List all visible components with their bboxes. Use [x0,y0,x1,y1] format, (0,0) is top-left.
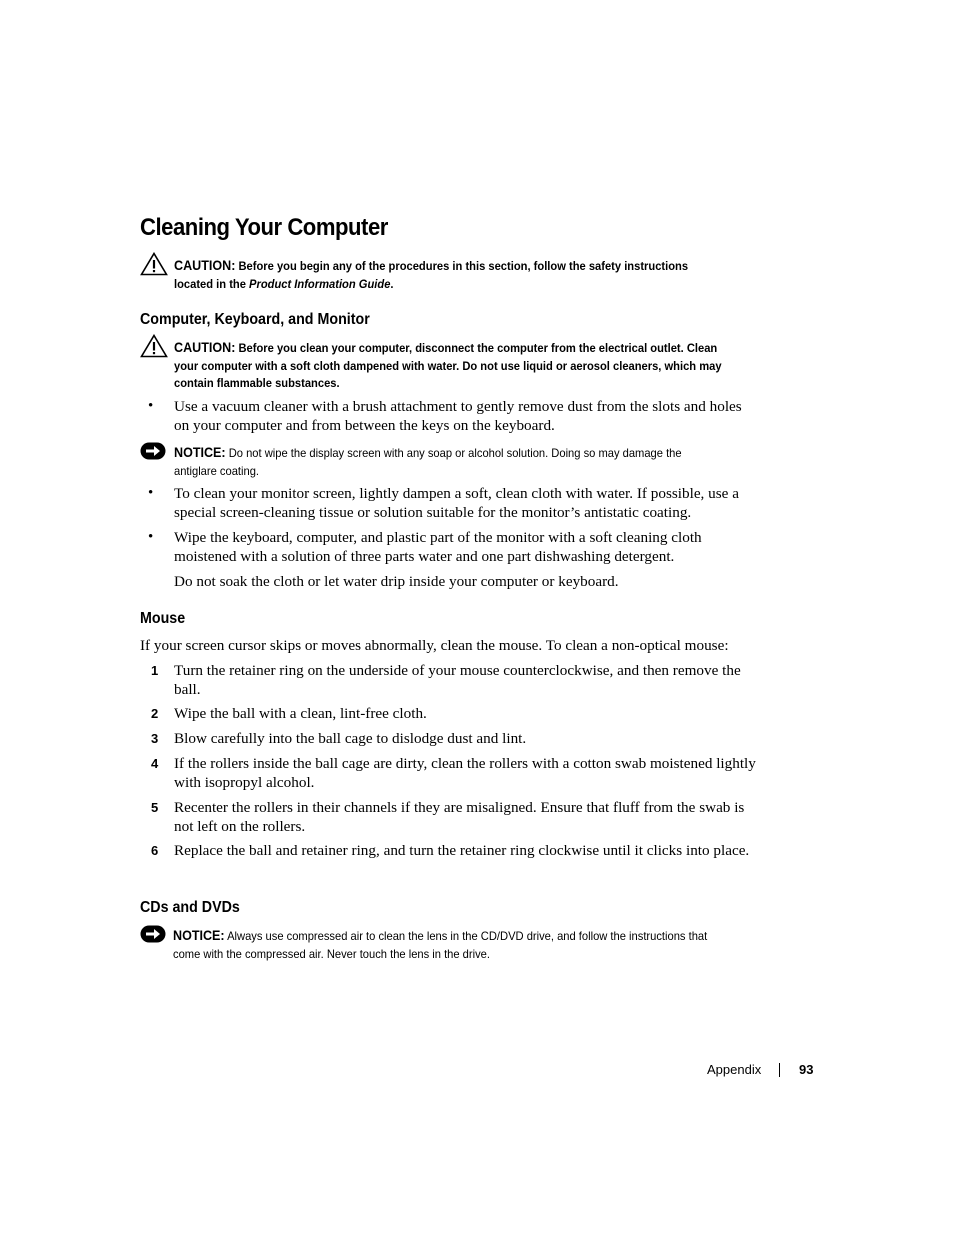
section-heading-cds-dvds: CDs and DVDs [140,899,240,916]
caution-warning-icon [140,334,168,358]
step-number: 5 [151,800,159,815]
step-number: 6 [151,843,159,858]
caution-disconnect-note [174,339,723,393]
bullet-monitor-screen: To clean your monitor screen, lightly dampen a soft, clean cloth with water. If possible, use a special screen-cleaning tissue or solution suitable for the monitor’s antistatic coating. [174,485,739,521]
caution-safety-note [174,257,723,293]
notice-text: Always use compressed air to clean the lens in the CD/DVD drive, and follow the instructions that come with the compressed air. Never touch the lens in the drive. [173,929,708,961]
step-item: Recenter the rollers in their channels if they are misaligned. Ensure that fluff from the swab is not left on the rollers. [174,799,745,835]
section-heading-mouse: Mouse [140,610,186,627]
notice-icon [140,925,166,943]
bullet-marker: • [148,485,154,501]
caution-text: Before you begin any of the procedures in this section, follow the safety instructions located in the [174,259,689,291]
step-number: 3 [151,731,159,746]
section-heading-computer-keyboard-monitor: Computer, Keyboard, and Monitor [140,311,370,328]
step-number: 1 [151,663,159,678]
step-item: Turn the retainer ring on the underside of your mouse counterclockwise, and then remove the ball. [174,662,741,698]
caution-label: CAUTION: [174,340,236,355]
bullet-marker: • [148,529,154,545]
step-item: Replace the ball and retainer ring, and turn the retainer ring clockwise until it clicks into place. [174,842,750,859]
caution-text-end: . [390,276,394,291]
step-item: Blow carefully into the ball cage to dislodge dust and lint. [174,730,527,747]
notice-text: Do not wipe the display screen with any soap or alcohol solution. Doing so may damage the antiglare coating. [174,446,682,478]
bullet-vacuum: Use a vacuum cleaner with a brush attachment to gently remove dust from the slots and holes on your computer and from between the keys on the keyboard. [174,398,742,434]
bullet-marker: • [148,398,154,414]
notice-cd-dvd [173,927,722,963]
footer-section-name: Appendix [707,1062,762,1077]
footer-separator [779,1063,780,1077]
step-number: 2 [151,706,159,721]
caution-label: CAUTION: [174,258,236,273]
bullet-follow-note: Do not soak the cloth or let water drip inside your computer or keyboard. [174,573,619,590]
step-number: 4 [151,756,159,771]
step-item: Wipe the ball with a clean, lint-free cloth. [174,705,427,722]
page-number: 93 [799,1062,814,1077]
notice-label: NOTICE: [174,445,226,460]
guide-reference: Product Information Guide [249,276,391,291]
notice-display-screen [174,444,723,480]
bullet-keyboard-cleaning: Wipe the keyboard, computer, and plastic part of the monitor with a soft cleaning cloth moistened with a solution of three parts water and one part dishwashing detergent. [174,529,702,565]
mouse-intro: If your screen cursor skips or moves abnormally, clean the mouse. To clean a non-optical mouse: [140,637,729,654]
caution-warning-icon [140,252,168,276]
step-item: If the rollers inside the ball cage are dirty, clean the rollers with a cotton swab moistened lightly with isopropyl alcohol. [174,755,756,791]
notice-icon [140,442,166,460]
page-title: Cleaning Your Computer [140,214,388,241]
caution-text: Before you clean your computer, disconnect the computer from the electrical outlet. Clean your computer with a soft cloth dampened with water. Do not use liquid or aerosol cleaners, which may contain flammable substances. [174,341,722,390]
notice-label: NOTICE: [173,928,225,943]
